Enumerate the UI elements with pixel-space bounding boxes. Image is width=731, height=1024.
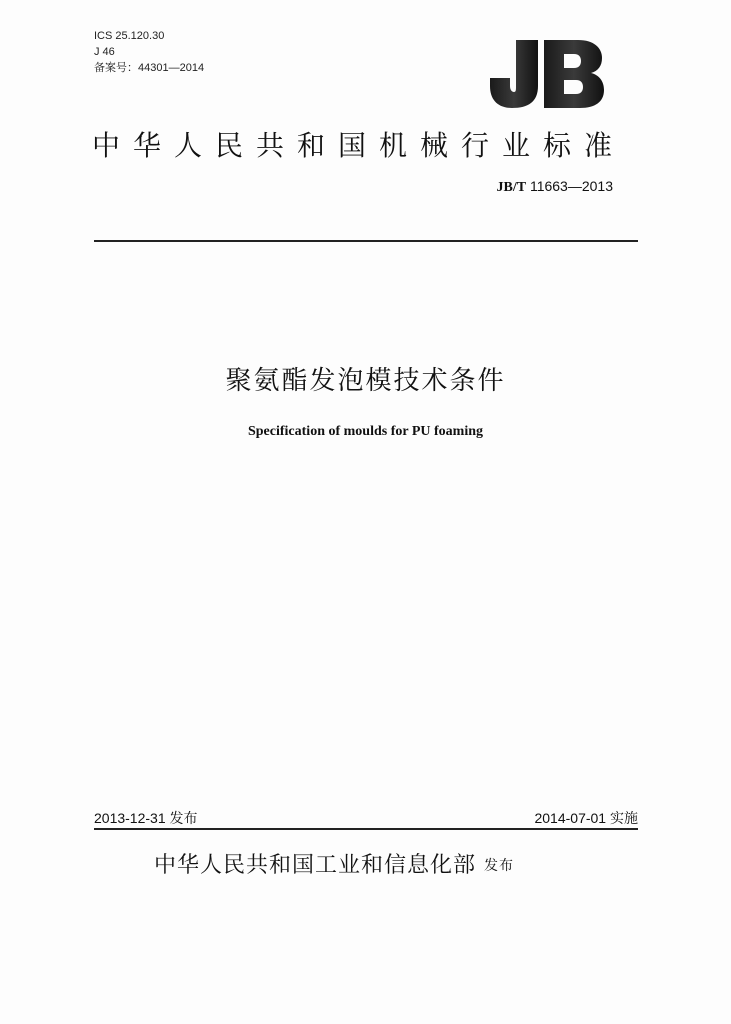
standard-number <box>496 178 613 196</box>
document-title-chinese: 聚氨酯发泡模技术条件 <box>225 366 506 396</box>
filing-number: 备案号：44301—2014 <box>94 62 205 74</box>
document-title-english: Specification of moulds for PU foaming <box>247 424 483 439</box>
effective-date: 2014-07-01 实施 <box>534 810 638 826</box>
bottom-divider <box>94 828 638 830</box>
publisher-name: 中华人民共和国工业和信息化部 <box>154 853 477 878</box>
publisher-suffix: 发布 <box>484 858 515 874</box>
ics-code: ICS 25.120.30 <box>94 30 165 42</box>
jb-logo <box>486 38 606 110</box>
top-divider <box>94 240 638 242</box>
issue-date: 2013-12-31 发布 <box>94 810 198 826</box>
standard-prefix: JB/T <box>496 180 527 195</box>
issuing-standard-category: 中华人民共和国机械行业标准 <box>92 129 626 162</box>
standard-metadata <box>94 28 204 76</box>
classification-code: J 46 <box>94 46 115 58</box>
publisher-line <box>154 848 514 879</box>
standard-code: 11663—2013 <box>529 178 613 194</box>
